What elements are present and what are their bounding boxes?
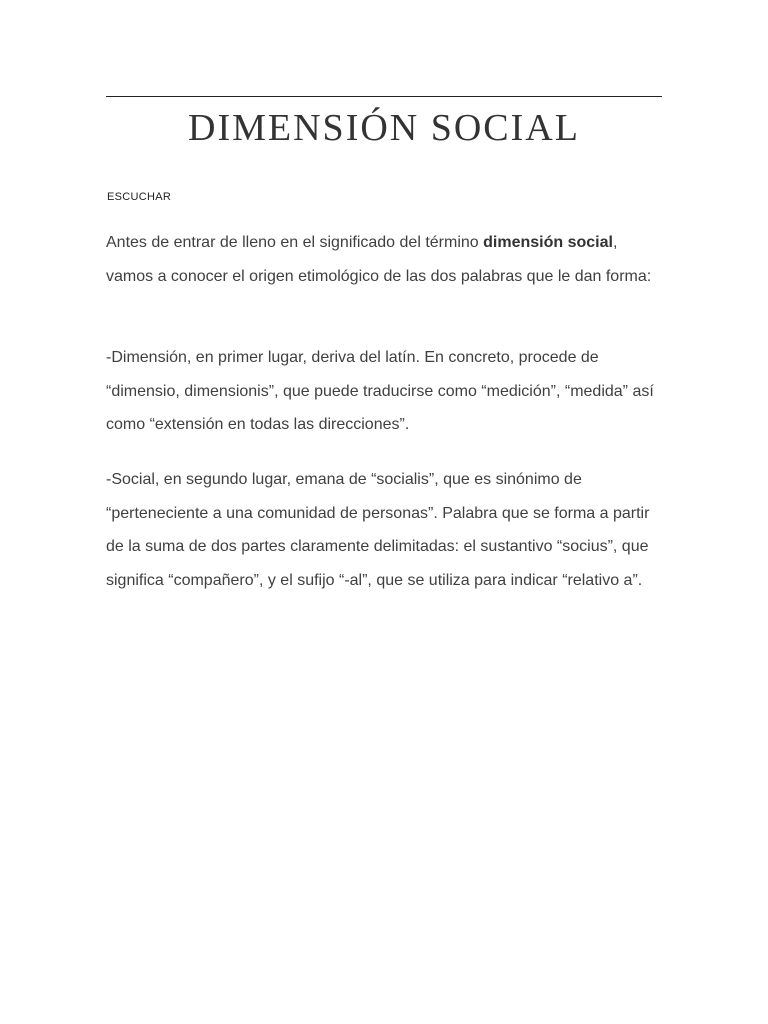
- paragraph-intro-text-before: Antes de entrar de lleno en el significado del término: [106, 234, 484, 251]
- page-title: DIMENSIÓN SOCIAL: [188, 107, 580, 149]
- paragraph-intro-text-after: , vamos a conocer el origen etimológico de las dos palabras que le dan forma:: [106, 234, 652, 285]
- paragraph-social: -Social, en segundo lugar, emana de “socialis”, que es sinónimo de “perteneciente a una comunidad de personas”. Palabra que se forma a partir de la suma de dos partes claramente delimitadas: el sustantivo “socius”, que significa “compañero”, y el sufijo “-al”, que se utiliza para indicar “relativo a”.: [106, 471, 650, 589]
- listen-link[interactable]: ESCUCHAR: [107, 191, 172, 203]
- paragraph-intro: [106, 226, 662, 293]
- top-divider: [106, 96, 662, 97]
- paragraph-intro-bold-term: dimensión social: [483, 234, 613, 251]
- paragraph-dimension: -Dimensión, en primer lugar, deriva del latín. En concreto, procede de “dimensio, dimensionis”, que puede traducirse como “medición”, “medida” así como “extensión en todas las direcciones”.: [106, 349, 654, 433]
